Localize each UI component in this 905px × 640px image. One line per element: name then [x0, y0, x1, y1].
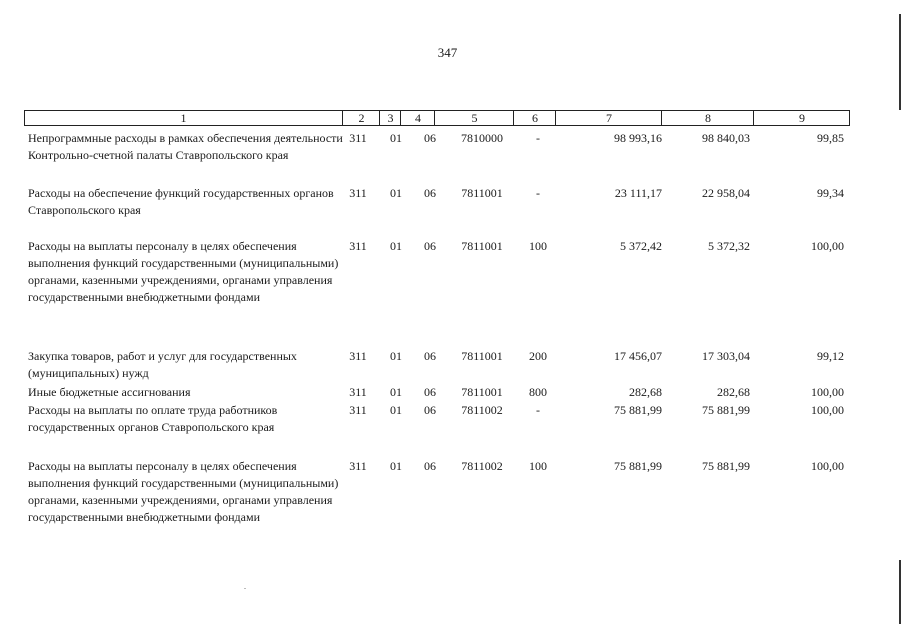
row-col-4: 06 — [424, 186, 436, 200]
row-col-8: 98 840,03 — [702, 131, 750, 145]
row-col-9: 100,00 — [811, 403, 844, 417]
row-col-6: - — [536, 186, 540, 200]
row-col-2: 311 — [349, 403, 367, 417]
column-header-4: 4 — [400, 111, 435, 125]
row-col-7: 5 372,42 — [620, 239, 662, 253]
row-col-5: 7811001 — [461, 186, 503, 200]
row-col-7: 75 881,99 — [614, 403, 662, 417]
row-col-7: 98 993,16 — [614, 131, 662, 145]
row-col-4: 06 — [424, 349, 436, 363]
column-header-3: 3 — [379, 111, 401, 125]
row-col-2: 311 — [349, 385, 367, 399]
row-col-3: 01 — [390, 186, 402, 200]
row-col-8: 75 881,99 — [702, 459, 750, 473]
row-name: Расходы на выплаты персоналу в целях обеспечения выполнения функций государственными (муниципальными) органами, казенными учреждениями, органами управления государственными внебюджетными фондами — [28, 239, 339, 304]
row-name: Расходы на обеспечение функций государственных органов Ставропольского края — [28, 186, 334, 217]
row-col-3: 01 — [390, 239, 402, 253]
row-col-3: 01 — [390, 385, 402, 399]
row-col-9: 99,12 — [817, 349, 844, 363]
row-col-6: 100 — [529, 239, 547, 253]
row-col-5: 7811001 — [461, 239, 503, 253]
row-col-2: 311 — [349, 349, 367, 363]
scan-edge-line-bottom — [899, 560, 901, 624]
row-col-8: 282,68 — [717, 385, 750, 399]
row-col-8: 75 881,99 — [702, 403, 750, 417]
row-col-3: 01 — [390, 459, 402, 473]
row-col-7: 17 456,07 — [614, 349, 662, 363]
row-name: Непрограммные расходы в рамках обеспечения деятельности Контрольно-счетной палаты Ставропольского края — [28, 131, 343, 162]
row-col-6: 800 — [529, 385, 547, 399]
page-number: 347 — [437, 45, 458, 60]
row-col-9: 99,85 — [817, 131, 844, 145]
row-col-5: 7811001 — [461, 349, 503, 363]
row-col-4: 06 — [424, 403, 436, 417]
row-col-3: 01 — [390, 131, 402, 145]
row-col-8: 5 372,32 — [708, 239, 750, 253]
row-col-7: 75 881,99 — [614, 459, 662, 473]
row-col-7: 282,68 — [629, 385, 662, 399]
row-col-9: 100,00 — [811, 459, 844, 473]
column-header-1: 1 — [180, 111, 187, 125]
row-col-8: 17 303,04 — [702, 349, 750, 363]
row-col-2: 311 — [349, 186, 367, 200]
row-col-2: 311 — [349, 459, 367, 473]
column-header-7: 7 — [555, 111, 662, 125]
row-col-5: 7811002 — [461, 403, 503, 417]
row-name: Расходы на выплаты персоналу в целях обеспечения выполнения функций государственными (муниципальными) органами, казенными учреждениями, органами управления государственными внебюджетными фондами — [28, 459, 339, 524]
row-col-7: 23 111,17 — [614, 186, 662, 200]
column-header-9: 9 — [753, 111, 850, 125]
scan-speck — [244, 588, 246, 589]
row-col-5: 7810000 — [461, 131, 503, 145]
row-col-3: 01 — [390, 349, 402, 363]
row-col-5: 7811001 — [461, 385, 503, 399]
row-col-4: 06 — [424, 239, 436, 253]
row-col-2: 311 — [349, 131, 367, 145]
column-header-2: 2 — [342, 111, 380, 125]
column-header-8: 8 — [661, 111, 754, 125]
column-header-6: 6 — [513, 111, 556, 125]
row-col-3: 01 — [390, 403, 402, 417]
row-col-5: 7811002 — [461, 459, 503, 473]
row-col-9: 100,00 — [811, 239, 844, 253]
row-col-2: 311 — [349, 239, 367, 253]
scan-edge-line-top — [899, 14, 901, 110]
row-name: Закупка товаров, работ и услуг для государственных (муниципальных) нужд — [28, 349, 297, 380]
row-col-6: 200 — [529, 349, 547, 363]
table-header — [24, 110, 850, 126]
column-header-5: 5 — [434, 111, 514, 125]
row-col-6: - — [536, 403, 540, 417]
row-col-4: 06 — [424, 459, 436, 473]
row-col-8: 22 958,04 — [702, 186, 750, 200]
row-name: Расходы на выплаты по оплате труда работников государственных органов Ставропольского края — [28, 403, 278, 434]
row-col-6: - — [536, 131, 540, 145]
row-col-4: 06 — [424, 131, 436, 145]
row-name: Иные бюджетные ассигнования — [28, 385, 191, 399]
row-col-9: 99,34 — [817, 186, 844, 200]
row-col-9: 100,00 — [811, 385, 844, 399]
row-col-6: 100 — [529, 459, 547, 473]
row-col-4: 06 — [424, 385, 436, 399]
